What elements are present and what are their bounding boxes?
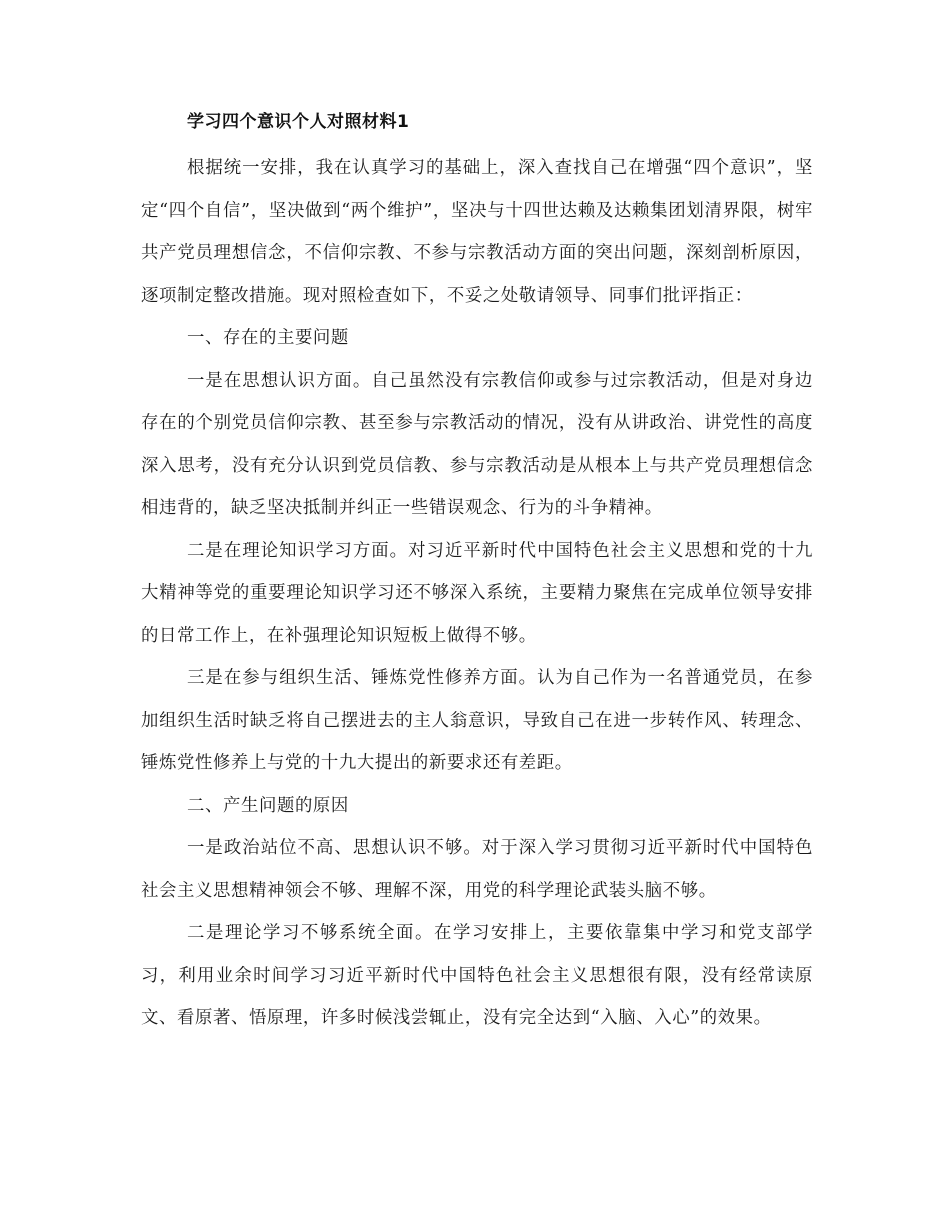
section-heading-problems: 一、存在的主要问题 [187, 328, 349, 348]
problem-paragraph-3: 三是在参与组织生活、锤炼党性修养方面。认为自己作为一名普通党员，在参加组织生活时缺乏将自己摆进去的主人翁意识，导致自己在进一步转作风、转理念、锤炼党性修养上与党的十九大提出的新要求还有差距。 [141, 668, 813, 773]
cause-paragraph-1: 一是政治站位不高、思想认识不够。对于深入学习贯彻习近平新时代中国特色社会主义思想精神领会不够、理解不深，用党的科学理论武装头脑不够。 [141, 838, 813, 901]
problem-paragraph-1: 一是在思想认识方面。自己虽然没有宗教信仰或参与过宗教活动，但是对身边存在的个别党员信仰宗教、甚至参与宗教活动的情况，没有从讲政治、讲党性的高度深入思考，没有充分认识到党员信教、参与宗教活动是从根本上与共产党员理想信念相违背的，缺乏坚决抵制并纠正一些错误观念、行为的斗争精神。 [141, 370, 813, 518]
cause-paragraph-2: 二是理论学习不够系统全面。在学习安排上，主要依靠集中学习和党支部学习，利用业余时间学习习近平新时代中国特色社会主义思想很有限，没有经常读原文、看原著、悟原理，许多时候浅尝辄止，没有完全达到“入脑、入心”的效果。 [141, 923, 813, 1028]
intro-paragraph: 根据统一安排，我在认真学习的基础上，深入查找自己在增强“四个意识”，坚定“四个自信”，坚决做到“两个维护”，坚决与十四世达赖及达赖集团划清界限，树牢共产党员理想信念，不信仰宗教、不参与宗教活动方面的突出问题，深刻剖析原因，逐项制定整改措施。现对照检查如下，不妥之处敬请领导、同事们批评指正： [141, 158, 813, 306]
section-heading-causes: 二、产生问题的原因 [187, 795, 349, 816]
document-body [141, 108, 813, 1040]
problem-paragraph-2: 二是在理论知识学习方面。对习近平新时代中国特色社会主义思想和党的十九大精神等党的重要理论知识学习还不够深入系统，主要精力聚焦在完成单位领导安排的日常工作上，在补强理论知识短板上做得不够。 [141, 540, 813, 646]
document-title: 学习四个意识个人对照材料1 [187, 112, 410, 132]
